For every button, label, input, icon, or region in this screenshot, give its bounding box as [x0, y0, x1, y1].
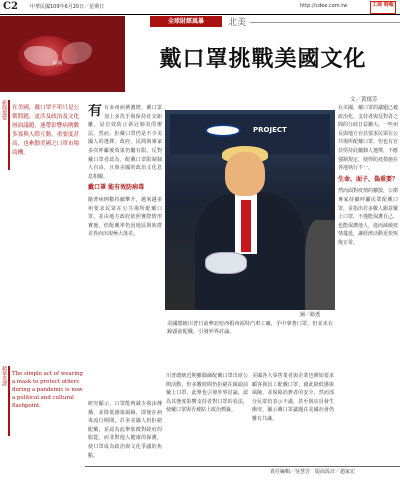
drop-cap: 有 [88, 104, 102, 119]
ford-logo [205, 124, 241, 137]
map-region-label: 美洲 [52, 61, 63, 67]
summary-accent-bar [8, 100, 10, 170]
column-text: 美國各大零售業者與企業也開始要求顧客與員工配戴口罩，藉此降低感染風險，並保障消費者的安全，然而部分民眾仍表示不滿，甚至與店員發生衝突，顯示戴口罩議題在美國社會仍難有共識。 [252, 373, 334, 422]
sign-text: PROJECT [253, 126, 287, 134]
background-person [305, 220, 335, 310]
english-summary: The simple act of wearing a mask to protect others during a pandemic is now a political and cultural flashpoint. [12, 371, 83, 409]
region-divider [250, 22, 400, 23]
summary-label: 新聞提要 [1, 100, 7, 120]
newspaper-logo: 工商 時報 [370, 1, 396, 14]
column-text: 川普總統近期雖偶爾配戴口罩出席公開活動，但多數時間仍拒絕在鏡頭前戴上口罩，此舉也引發外界討論，認為其態度影響支持者對口罩的看法，使戴口罩與否被貼上政治標籤。 [166, 373, 248, 414]
column-text: 研究顯示，口罩能夠減少飛沫傳播，並降低感染風險，即使在病毒流行期間，許多美國人仍拒絕配戴，並認為此舉象徵對政府的服從，而非對他人健康的保護，使口罩成為政治與文化爭議的焦點。 [88, 401, 162, 459]
page-header [0, 0, 400, 14]
article-column-bottom-right [252, 372, 334, 464]
header-divider [0, 14, 400, 15]
english-accent-bar [8, 366, 10, 436]
date-line: 中華民國109年6月20日／星期日 [30, 4, 105, 10]
section-tag: 全球財經風暴 [150, 16, 222, 27]
column-text: 隨著病例數持續攀升，越來越多州要求民眾在公共場所配戴口罩，並由地方政府依照實際情形實施，但配戴率仍因地區與族群差異而出現極大落差。 [88, 196, 162, 238]
column-text: 在美國，戴口罩的議題已被政治化，支持者與反對者之間的分歧日益擴大。一些州長與地方官員要求民眾在公共場所配戴口罩，但也有官員堅持此屬個人選擇，不應強制規定，使得防疫措施在各地執行不一。 [338, 105, 398, 172]
column-text: 然而面對疫情的擴散，公衛專家持續呼籲民眾配戴口罩，並指出若多數人願意戴上口罩，不僅能保護自己，也能保護他人，進而減緩疫情蔓延，讓經濟活動更快恢復正常。 [338, 188, 398, 246]
column-text: 有多州病例激增，戴口罩加上多洗手與保持社交距離，是有效防止新冠肺炎的辦法。然而，拒戴口罩仍是不少美國人的選擇，政府、民間與專家多次呼籲後效果仍屬有限。反對戴口罩者認為，配戴口罩限制個人自由，且與美國的政治文化息息相關。 [88, 105, 162, 180]
page-number: C2 [3, 1, 18, 12]
article-column-1b [88, 400, 162, 462]
article-column-right [338, 104, 398, 464]
website-url[interactable]: http://cdee.com.tw [300, 3, 348, 9]
photo-caption: 美國總統川普日前參訪密西根州福特汽車工廠，手中拿著口罩，但並未在鏡頭前配戴，引發外界討論。 [167, 321, 334, 335]
figure-head [225, 152, 265, 196]
world-map-banner [0, 16, 125, 92]
photo-credit: 圖／路透 [300, 312, 321, 318]
article-column-bottom-left [166, 372, 248, 464]
subheading: 戴口罩 能有效防病毒 [88, 184, 145, 192]
english-label: 精華英譯 [1, 366, 7, 386]
news-photo [165, 110, 335, 310]
face-mask [205, 252, 247, 274]
footer-divider [85, 466, 400, 467]
subheading: 生命、面子、偽重要？ [338, 175, 398, 183]
map-continent-shape [62, 42, 92, 64]
footer-credits: 責任編輯／吳慧芳 版面設計／趙家宏 [270, 469, 356, 475]
headline: 戴口罩挑戰美國文化 [159, 46, 367, 72]
byline: 文／黃郁芳 [350, 97, 378, 103]
region-label: 北美 [228, 18, 247, 28]
summary-text: 在美國，戴口罩不單只是公衛問題，更涉及政治及文化層面議題，連帶影響病例數多寡與人際互動，重要度甚高，也牽動美國之口罩市場商機。 [12, 105, 80, 156]
figure-tie [241, 200, 251, 252]
